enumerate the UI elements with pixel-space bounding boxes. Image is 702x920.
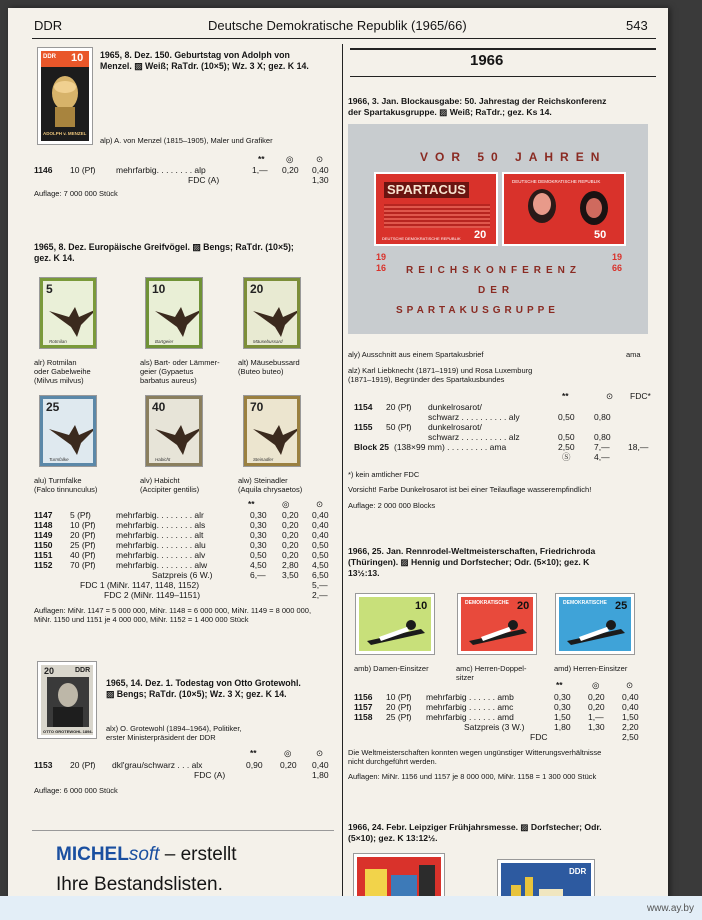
block-row1-nr: 1154 bbox=[354, 402, 373, 412]
grotewohl-col-mint: ** bbox=[250, 748, 257, 758]
block-title-l1: 1966, 3. Jan. Blockausgabe: 50. Jahrestag der Reichskonferenz bbox=[348, 96, 607, 106]
luge-rider-icon bbox=[561, 611, 633, 651]
year-rule-top bbox=[350, 48, 656, 50]
greif-row-p1: 4,50 bbox=[250, 560, 267, 570]
rodel-title-l1: 1966, 25. Jan. Rennrodel-Weltmeisterschaften, Friedrichroda bbox=[348, 546, 596, 556]
greif-row-p2: 0,20 bbox=[282, 520, 299, 530]
block-der-text: DER bbox=[478, 285, 515, 296]
block-bottom-text: SPARTAKUSGRUPPE bbox=[396, 305, 559, 316]
greif-stamp-name: Bartgeier bbox=[155, 339, 174, 344]
rodel-row-desc: mehrfarbig . . . . . . amb bbox=[426, 692, 514, 702]
grotewohl-portrait-icon bbox=[47, 677, 89, 727]
block-col-fdc: FDC* bbox=[630, 391, 651, 401]
greif-row-p3: 0,40 bbox=[312, 520, 329, 530]
rodel-stamp-head: DEMOKRATISCHE bbox=[563, 600, 607, 606]
menzel-col-used: ◎ bbox=[286, 154, 294, 164]
block-stamp1-title: SPARTACUS bbox=[384, 182, 469, 198]
greif-row-val: 25 (Pf) bbox=[70, 540, 96, 550]
ad-rule bbox=[32, 830, 334, 831]
block-caption-alz-l2: (1871–1919), Begründer des Spartakusbundes bbox=[348, 375, 505, 384]
greif-stamp bbox=[146, 278, 202, 348]
rodel-row-val: 25 (Pf) bbox=[386, 712, 412, 722]
rodel-row-p3: 1,50 bbox=[622, 712, 639, 722]
bird-of-prey-icon bbox=[151, 415, 202, 459]
menzel-title-l1: 1965, 8. Dez. 150. Geburtstag von Adolph von bbox=[100, 50, 290, 60]
greif-row-nr: 1147 bbox=[34, 510, 53, 520]
greif-satz-p1: 6,— bbox=[250, 570, 266, 580]
greif-stamp-caption: alu) Turmfalke (Falco tinnunculus) bbox=[34, 476, 98, 494]
greif-stamp-name: Mäusebussard bbox=[253, 339, 283, 344]
grotewohl-fdc-label: FDC (A) bbox=[194, 770, 226, 780]
greif-col-fdc: ⊙ bbox=[316, 499, 324, 509]
greif-fdc1-label: FDC 1 (MiNr. 1147, 1148, 1152) bbox=[80, 580, 200, 590]
rodel-row-p3: 0,40 bbox=[622, 702, 639, 712]
block-row2-p2: 0,80 bbox=[594, 432, 611, 442]
menzel-fdc-label: FDC (A) bbox=[188, 175, 220, 185]
greif-stamp-value: 40 bbox=[152, 400, 166, 414]
grotewohl-caption-l1: alx) O. Grotewohl (1894–1964), Politiker, bbox=[106, 724, 242, 733]
block-stamp-20 bbox=[374, 172, 498, 246]
ad-line2: Ihre Bestandslisten. bbox=[56, 874, 223, 895]
catalog-page bbox=[8, 8, 668, 920]
menzel-title-l2: Menzel. ▨ Weiß; RaTdr. (10×5); Wz. 3 X; gez. K 14. bbox=[100, 61, 309, 71]
greif-row-desc: mehrfarbig. . . . . . . . alv bbox=[116, 550, 206, 560]
greif-title-l1: 1965, 8. Dez. Europäische Greifvögel. ▨ Bengs; RaTdr. (10×5); bbox=[34, 242, 294, 252]
greif-stamp-value: 70 bbox=[250, 400, 264, 414]
block-row2-nr: 1155 bbox=[354, 422, 373, 432]
block-row2-p1: 0,50 bbox=[558, 432, 575, 442]
grotewohl-val: 20 (Pf) bbox=[70, 760, 96, 770]
greif-row-nr: 1151 bbox=[34, 550, 53, 560]
greif-stamp-name: Habicht bbox=[155, 457, 171, 462]
luge-rider-icon bbox=[463, 611, 535, 651]
menzel-col-fdc: ⊙ bbox=[316, 154, 324, 164]
liebknecht-luxemburg-portraits-icon bbox=[512, 186, 622, 232]
block25-p2: 7,— bbox=[594, 442, 610, 452]
grotewohl-stamp-caption: OTTO GROTEWOHL 1894-1964 bbox=[43, 729, 93, 738]
grotewohl-fdc-price: 1,80 bbox=[312, 770, 329, 780]
greif-satz-label: Satzpreis (6 W.) bbox=[152, 570, 213, 580]
rodel-satz-p1: 1,80 bbox=[554, 722, 571, 732]
block-caption-ama: ama bbox=[626, 350, 641, 359]
rodel-row-p1: 1,50 bbox=[554, 712, 571, 722]
luge-rider-icon bbox=[361, 611, 433, 651]
rodel-row-desc: mehrfarbig . . . . . . amc bbox=[426, 702, 514, 712]
rodel-col-mint: ** bbox=[556, 680, 563, 690]
menzel-portrait-icon bbox=[45, 71, 85, 127]
menzel-stamp-value: 10 bbox=[71, 52, 84, 64]
greif-auflage-l1: Auflagen: MiNr. 1147 = 5 000 000, MiNr. 1148 = 6 000 000, MiNr. 1149 = 8 000 000, bbox=[34, 606, 312, 615]
bird-of-prey-icon bbox=[151, 297, 202, 341]
leipzig-title-l2: (5×10); gez. K 13:12½. bbox=[348, 833, 438, 843]
rodel-stamp bbox=[356, 594, 434, 654]
block-stamp-50 bbox=[502, 172, 626, 246]
greif-row-val: 40 (Pf) bbox=[70, 550, 96, 560]
block-row2-val: 50 (Pf) bbox=[386, 422, 412, 432]
leipzig-title-l1: 1966, 24. Febr. Leipziger Frühjahrsmesse. ▨ Dorfstecher; Odr. bbox=[348, 822, 602, 832]
rodel-col-used: ◎ bbox=[592, 680, 600, 690]
greif-row-p2: 2,80 bbox=[282, 560, 299, 570]
grotewohl-title-l2: ▨ Bengs; RaTdr. (10×5); Wz. 3 X; gez. K 14. bbox=[106, 689, 287, 699]
spartakus-block bbox=[348, 124, 648, 334]
greif-stamp-value: 10 bbox=[152, 282, 166, 296]
greif-row-p1: 0,30 bbox=[250, 510, 267, 520]
block25-p2b: 4,— bbox=[594, 452, 610, 462]
block-col-used: ⊙ bbox=[606, 391, 614, 401]
block-auflage: Auflage: 2 000 000 Blocks bbox=[348, 501, 436, 510]
greif-stamp bbox=[40, 396, 96, 466]
grotewohl-p3: 0,40 bbox=[312, 760, 329, 770]
grotewohl-stamp bbox=[38, 662, 96, 738]
rodel-stamp-caption: amb) Damen-Einsitzer bbox=[354, 664, 429, 673]
menzel-desc: mehrfarbig. . . . . . . . alp bbox=[116, 165, 206, 175]
rodel-stamp bbox=[458, 594, 536, 654]
greif-row-val: 10 (Pf) bbox=[70, 520, 96, 530]
menzel-auflage: Auflage: 7 000 000 Stück bbox=[34, 189, 118, 198]
bird-of-prey-icon bbox=[45, 415, 96, 459]
rodel-row-val: 20 (Pf) bbox=[386, 702, 412, 712]
greif-satz-p2: 3,50 bbox=[282, 570, 299, 580]
grotewohl-stamp-value: 20 bbox=[44, 666, 55, 676]
menzel-stamp-top: DDR bbox=[43, 54, 56, 60]
greif-row-p3: 0,40 bbox=[312, 530, 329, 540]
block-note1: *) kein amtlicher FDC bbox=[348, 470, 420, 479]
block-top-text: VOR 50 JAHREN bbox=[420, 150, 607, 164]
greif-fdc2-price: 2,— bbox=[312, 590, 328, 600]
year-heading: 1966 bbox=[470, 52, 504, 69]
menzel-nr: 1146 bbox=[34, 165, 53, 175]
block-stamp1-value: 20 bbox=[474, 229, 487, 241]
block-note2: Vorsicht! Farbe Dunkelrosarot ist bei einer Teilauflage wasserempfindlich! bbox=[348, 485, 592, 494]
column-divider bbox=[342, 44, 343, 914]
greif-auflage-l2: MiNr. 1150 und 1151 je 4 000 000, MiNr. 1152 = 1 400 000 Stück bbox=[34, 615, 249, 624]
rodel-stamp-head: DEMOKRATISCHE bbox=[465, 600, 509, 606]
ad-headline[interactable] bbox=[56, 844, 237, 866]
block25-desc: (138×99 mm) . . . . . . . . . ama bbox=[394, 442, 507, 452]
greif-row-nr: 1150 bbox=[34, 540, 53, 550]
block-row2-desc2: schwarz . . . . . . . . . . alz bbox=[428, 432, 520, 442]
greif-stamp bbox=[244, 396, 300, 466]
block-row1-desc2: schwarz . . . . . . . . . . aly bbox=[428, 412, 520, 422]
rodel-row-val: 10 (Pf) bbox=[386, 692, 412, 702]
header-country: DDR bbox=[34, 18, 63, 33]
greif-row-nr: 1148 bbox=[34, 520, 53, 530]
grotewohl-nr: 1153 bbox=[34, 760, 53, 770]
watermark: www.ay.by bbox=[646, 903, 694, 914]
greif-row-val: 20 (Pf) bbox=[70, 530, 96, 540]
block-caption-alz-l1: alz) Karl Liebknecht (1871–1919) und Rosa Luxemburg bbox=[348, 366, 533, 375]
greif-row-p1: 0,50 bbox=[250, 550, 267, 560]
greif-row-p1: 0,30 bbox=[250, 530, 267, 540]
greif-row-p2: 0,20 bbox=[282, 550, 299, 560]
greif-stamp bbox=[244, 278, 300, 348]
greif-stamp-caption: als) Bart- oder Lämmer- geier (Gypaetus barbatus aureus) bbox=[140, 358, 220, 385]
greif-row-desc: mehrfarbig. . . . . . . . als bbox=[116, 520, 206, 530]
block-row2-desc1: dunkelrosarot/ bbox=[428, 422, 482, 432]
bird-of-prey-icon bbox=[249, 297, 300, 341]
grotewohl-caption-l2: erster Ministerpräsident der DDR bbox=[106, 733, 216, 742]
rodel-satz-p2: 1,30 bbox=[588, 722, 605, 732]
ad-brand: MICHEL bbox=[56, 844, 129, 865]
menzel-col-mint: ** bbox=[258, 154, 265, 164]
greif-stamp-name: Steinadler bbox=[253, 457, 274, 462]
greif-row-p2: 0,20 bbox=[282, 530, 299, 540]
grotewohl-auflage: Auflage: 6 000 000 Stück bbox=[34, 786, 118, 795]
rodel-row-desc: mehrfarbig . . . . . . amd bbox=[426, 712, 514, 722]
menzel-p1: 1,— bbox=[252, 165, 268, 175]
greif-row-desc: mehrfarbig. . . . . . . . alu bbox=[116, 540, 206, 550]
ad-tail: – erstellt bbox=[159, 844, 237, 865]
grotewohl-col-used: ◎ bbox=[284, 748, 292, 758]
greif-fdc1-price: 5,— bbox=[312, 580, 328, 590]
greif-stamp-value: 25 bbox=[46, 400, 60, 414]
grotewohl-p1: 0,90 bbox=[246, 760, 263, 770]
rodel-stamp-value: 25 bbox=[615, 600, 628, 612]
menzel-p3: 0,40 bbox=[312, 165, 329, 175]
greif-row-val: 5 (Pf) bbox=[70, 510, 91, 520]
year-rule-bottom bbox=[350, 76, 656, 77]
rodel-stamp-caption: amc) Herren-Doppel- sitzer bbox=[456, 664, 527, 682]
greif-row-nr: 1149 bbox=[34, 530, 53, 540]
greif-stamp-value: 5 bbox=[46, 282, 53, 296]
greif-col-mint: ** bbox=[248, 499, 255, 509]
greif-stamp-caption: alv) Habicht (Accipiter gentilis) bbox=[140, 476, 200, 494]
bird-of-prey-icon bbox=[249, 415, 300, 459]
greif-stamp-caption: alr) Rotmilan oder Gabelweihe (Milvus milvus) bbox=[34, 358, 91, 385]
rodel-title-l3: 13½:13. bbox=[348, 568, 380, 578]
block-stamp2-head: DEUTSCHE DEMOKRATISCHE REPUBLIK bbox=[512, 179, 601, 184]
rodel-col-fdc: ⊙ bbox=[626, 680, 634, 690]
greif-row-p1: 0,30 bbox=[250, 540, 267, 550]
block-mid-text: REICHSKONFERENZ bbox=[406, 265, 582, 276]
rodel-row-p2: 0,20 bbox=[588, 692, 605, 702]
greif-row-desc: mehrfarbig. . . . . . . . alr bbox=[116, 510, 204, 520]
greif-row-p2: 0,20 bbox=[282, 510, 299, 520]
rodel-row-p3: 0,40 bbox=[622, 692, 639, 702]
bird-of-prey-icon bbox=[45, 297, 96, 341]
block-row1-desc1: dunkelrosarot/ bbox=[428, 402, 482, 412]
greif-row-nr: 1152 bbox=[34, 560, 53, 570]
menzel-val: 10 (Pf) bbox=[70, 165, 96, 175]
menzel-stamp-caption: ADOLPH v. MENZEL bbox=[43, 131, 87, 136]
leipzig-stamp-top: DDR bbox=[569, 867, 587, 876]
block-stamp1-sub: DEUTSCHE DEMOKRATISCHE REPUBLIK bbox=[382, 236, 461, 241]
greif-fdc2-label: FDC 2 (MiNr. 1149–1151) bbox=[104, 590, 201, 600]
rodel-auflage: Auflagen: MiNr. 1156 und 1157 je 8 000 000, MiNr. 1158 = 1 300 000 Stück bbox=[348, 772, 597, 781]
menzel-p2: 0,20 bbox=[282, 165, 299, 175]
block-year-right: 1966 bbox=[612, 252, 623, 273]
block-year-left: 1916 bbox=[376, 252, 387, 273]
rodel-row-nr: 1158 bbox=[354, 712, 373, 722]
greif-stamp-caption: alw) Steinadler (Aquila chrysaetos) bbox=[238, 476, 303, 494]
rodel-row-p1: 0,30 bbox=[554, 692, 571, 702]
menzel-fdc-price: 1,30 bbox=[312, 175, 329, 185]
rodel-row-nr: 1156 bbox=[354, 692, 373, 702]
greif-row-p1: 0,30 bbox=[250, 520, 267, 530]
block25-p3: 18,— bbox=[628, 442, 649, 452]
rodel-fdc-label: FDC bbox=[530, 732, 548, 742]
block25-symbol: Ⓢ bbox=[562, 452, 571, 462]
greif-row-p3: 4,50 bbox=[312, 560, 329, 570]
rodel-satz-label: Satzpreis (3 W.) bbox=[464, 722, 525, 732]
block25-p1: 2,50 bbox=[558, 442, 575, 452]
viewer-bottom-bar bbox=[0, 896, 702, 920]
greif-row-p3: 0,40 bbox=[312, 510, 329, 520]
grotewohl-col-fdc: ⊙ bbox=[316, 748, 324, 758]
page-number: 543 bbox=[626, 18, 648, 33]
block25-nr: Block 25 bbox=[354, 442, 389, 452]
grotewohl-stamp-top: DDR bbox=[75, 667, 91, 674]
rodel-stamp bbox=[556, 594, 634, 654]
rodel-note-l1: Die Weltmeisterschaften konnten wegen ungünstiger Witterungsverhältnisse bbox=[348, 748, 602, 757]
block-row1-val: 20 (Pf) bbox=[386, 402, 412, 412]
greif-stamp-caption: alt) Mäusebussard (Buteo buteo) bbox=[238, 358, 300, 376]
grotewohl-desc: dkl'grau/schwarz . . . alx bbox=[112, 760, 203, 770]
rodel-row-p1: 0,30 bbox=[554, 702, 571, 712]
block-row1-p2: 0,80 bbox=[594, 412, 611, 422]
greif-row-desc: mehrfarbig. . . . . . . . alw bbox=[116, 560, 208, 570]
block-title-l2: der Spartakusgruppe. ▨ Weiß; RaTdr.; gez. Ks 14. bbox=[348, 107, 552, 117]
rodel-note-l2: nicht durchgeführt werden. bbox=[348, 757, 437, 766]
grotewohl-p2: 0,20 bbox=[280, 760, 297, 770]
greif-stamp bbox=[40, 278, 96, 348]
greif-col-used: ◎ bbox=[282, 499, 290, 509]
grotewohl-title-l1: 1965, 14. Dez. 1. Todestag von Otto Grotewohl. bbox=[106, 678, 301, 688]
rodel-title-l2: (Thüringen). ▨ Hennig und Dorfstecher; Odr. (5×10); gez. K bbox=[348, 557, 590, 567]
header-title: Deutsche Demokratische Republik (1965/66) bbox=[208, 18, 467, 33]
rodel-fdc-price: 2,50 bbox=[622, 732, 639, 742]
greif-row-desc: mehrfarbig. . . . . . . . alt bbox=[116, 530, 204, 540]
rodel-satz-p3: 2,20 bbox=[622, 722, 639, 732]
header-rule bbox=[32, 38, 656, 39]
greif-row-p3: 0,50 bbox=[312, 550, 329, 560]
rodel-row-p2: 0,20 bbox=[588, 702, 605, 712]
rodel-row-nr: 1157 bbox=[354, 702, 373, 712]
greif-stamp-value: 20 bbox=[250, 282, 264, 296]
greif-row-p3: 0,50 bbox=[312, 540, 329, 550]
rodel-stamp-caption: amd) Herren-Einsitzer bbox=[554, 664, 628, 673]
ad-brand-soft: soft bbox=[128, 844, 160, 865]
rodel-row-p2: 1,— bbox=[588, 712, 604, 722]
rodel-stamp-value: 20 bbox=[517, 600, 530, 612]
rodel-stamp-value: 10 bbox=[415, 600, 428, 612]
greif-title-l2: gez. K 14. bbox=[34, 253, 75, 263]
greif-stamp bbox=[146, 396, 202, 466]
greif-satz-p3: 6,50 bbox=[312, 570, 329, 580]
block-stamp1-texture bbox=[384, 204, 490, 228]
greif-stamp-name: Turmfalke bbox=[49, 457, 69, 462]
greif-row-p2: 0,20 bbox=[282, 540, 299, 550]
greif-stamp-name: Rotmilan bbox=[49, 339, 67, 344]
block-stamp2-value: 50 bbox=[594, 229, 607, 241]
block-caption-aly: aly) Ausschnitt aus einem Spartakusbrief bbox=[348, 350, 484, 359]
menzel-stamp bbox=[38, 48, 92, 144]
greif-row-val: 70 (Pf) bbox=[70, 560, 96, 570]
menzel-caption: alp) A. von Menzel (1815–1905), Maler und Grafiker bbox=[100, 136, 273, 145]
block-row1-p1: 0,50 bbox=[558, 412, 575, 422]
block-col-mint: ** bbox=[562, 391, 569, 401]
